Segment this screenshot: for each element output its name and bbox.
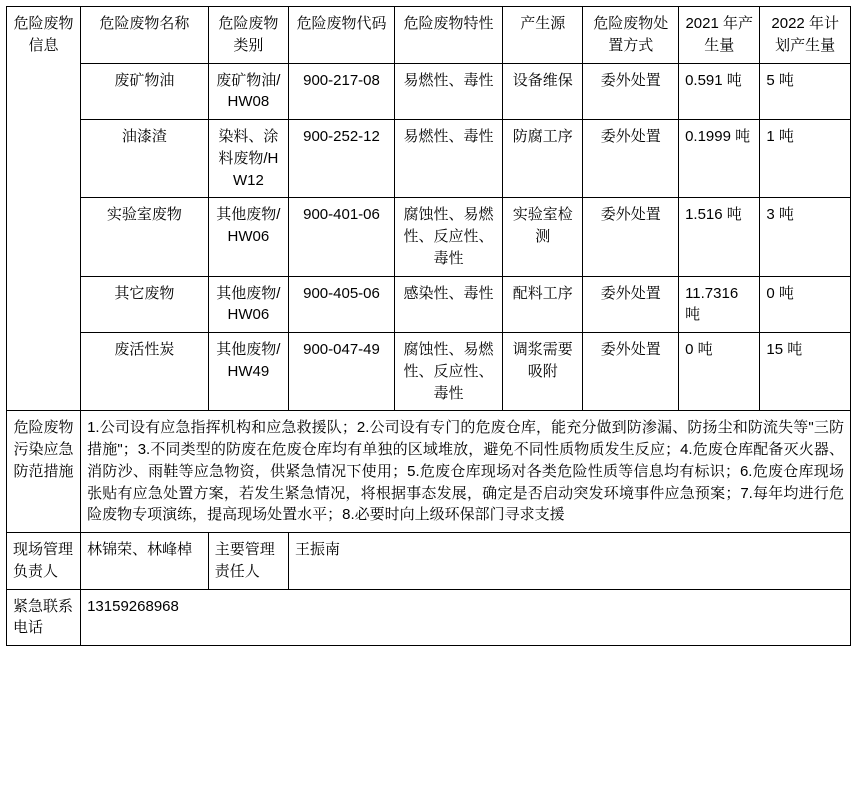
cell-disposal: 委外处置 (583, 333, 679, 411)
cell-category: 其他废物/HW06 (208, 276, 288, 333)
row-label-main-manager: 主要管理责任人 (208, 533, 288, 590)
cell-property: 腐蚀性、易燃性、反应性、毒性 (395, 198, 503, 276)
column-header-category: 危险废物类别 (208, 7, 288, 64)
cell-plan-2022: 1 吨 (760, 120, 851, 198)
table-row (7, 198, 851, 276)
row-label-site-manager: 现场管理负责人 (7, 533, 81, 590)
cell-code: 900-217-08 (289, 63, 395, 120)
emergency-measures-text: 1.公司设有应急指挥机构和应急救援队；2.公司设有专门的危废仓库，能充分做到防渗漏、防扬尘和防流失等"三防措施"；3.不同类型的防废在危废仓库均有单独的区域堆放，避免不同性质物质发生反应；4.危废仓库配备灭火器、消防沙、雨鞋等应急物资，供紧急情况下使用；5.危废仓库现场对各类危险性质等信息均有标识；6.危废仓库现场张贴有应急处置方案，若发生紧急情况，将根据事态发展，确定是否启动突发环境事件应急预案；7.每年均进行危险废物专项演练，提高现场处置水平；8.必要时向上级环保部门寻求支援 (81, 411, 851, 533)
cell-amount-2021: 0.591 吨 (679, 63, 760, 120)
cell-property: 易燃性、毒性 (395, 63, 503, 120)
cell-disposal: 委外处置 (583, 198, 679, 276)
row-label-emergency-measures: 危险废物污染应急防范措施 (7, 411, 81, 533)
row-label-hazard-info: 危险废物信息 (7, 7, 81, 411)
column-header-amount-2021: 2021 年产生量 (679, 7, 760, 64)
cell-amount-2021: 11.7316 吨 (679, 276, 760, 333)
cell-code: 900-252-12 (289, 120, 395, 198)
cell-plan-2022: 15 吨 (760, 333, 851, 411)
cell-amount-2021: 0 吨 (679, 333, 760, 411)
cell-property: 腐蚀性、易燃性、反应性、毒性 (395, 333, 503, 411)
cell-amount-2021: 1.516 吨 (679, 198, 760, 276)
cell-code: 900-401-06 (289, 198, 395, 276)
cell-source: 实验室检测 (503, 198, 583, 276)
hazardous-waste-table (6, 6, 851, 646)
cell-source: 设备维保 (503, 63, 583, 120)
column-header-plan-2022: 2022 年计划产生量 (760, 7, 851, 64)
cell-category: 染料、涂料废物/HW12 (208, 120, 288, 198)
column-header-name: 危险废物名称 (81, 7, 209, 64)
cell-plan-2022: 0 吨 (760, 276, 851, 333)
table-header-row (7, 7, 851, 64)
table-row (7, 63, 851, 120)
cell-disposal: 委外处置 (583, 63, 679, 120)
cell-disposal: 委外处置 (583, 276, 679, 333)
cell-plan-2022: 5 吨 (760, 63, 851, 120)
column-header-property: 危险废物特性 (395, 7, 503, 64)
cell-name: 废矿物油 (81, 63, 209, 120)
cell-property: 易燃性、毒性 (395, 120, 503, 198)
table-row (7, 120, 851, 198)
cell-category: 其他废物/HW49 (208, 333, 288, 411)
column-header-source: 产生源 (503, 7, 583, 64)
cell-code: 900-405-06 (289, 276, 395, 333)
cell-source: 防腐工序 (503, 120, 583, 198)
table-row (7, 333, 851, 411)
emergency-phone-row (7, 589, 851, 646)
cell-name: 其它废物 (81, 276, 209, 333)
table-row (7, 276, 851, 333)
cell-name: 废活性炭 (81, 333, 209, 411)
cell-category: 其他废物/HW06 (208, 198, 288, 276)
cell-property: 感染性、毒性 (395, 276, 503, 333)
emergency-phone-value: 13159268968 (81, 589, 851, 646)
main-manager-value: 王振南 (289, 533, 851, 590)
cell-category: 废矿物油/HW08 (208, 63, 288, 120)
cell-disposal: 委外处置 (583, 120, 679, 198)
cell-plan-2022: 3 吨 (760, 198, 851, 276)
emergency-measures-row (7, 411, 851, 533)
site-manager-value: 林锦荣、林峰棹 (81, 533, 209, 590)
cell-name: 实验室废物 (81, 198, 209, 276)
cell-source: 配料工序 (503, 276, 583, 333)
cell-amount-2021: 0.1999 吨 (679, 120, 760, 198)
cell-name: 油漆渣 (81, 120, 209, 198)
site-manager-row (7, 533, 851, 590)
column-header-disposal: 危险废物处置方式 (583, 7, 679, 64)
column-header-code: 危险废物代码 (289, 7, 395, 64)
row-label-emergency-phone: 紧急联系电话 (7, 589, 81, 646)
cell-code: 900-047-49 (289, 333, 395, 411)
cell-source: 调浆需要吸附 (503, 333, 583, 411)
